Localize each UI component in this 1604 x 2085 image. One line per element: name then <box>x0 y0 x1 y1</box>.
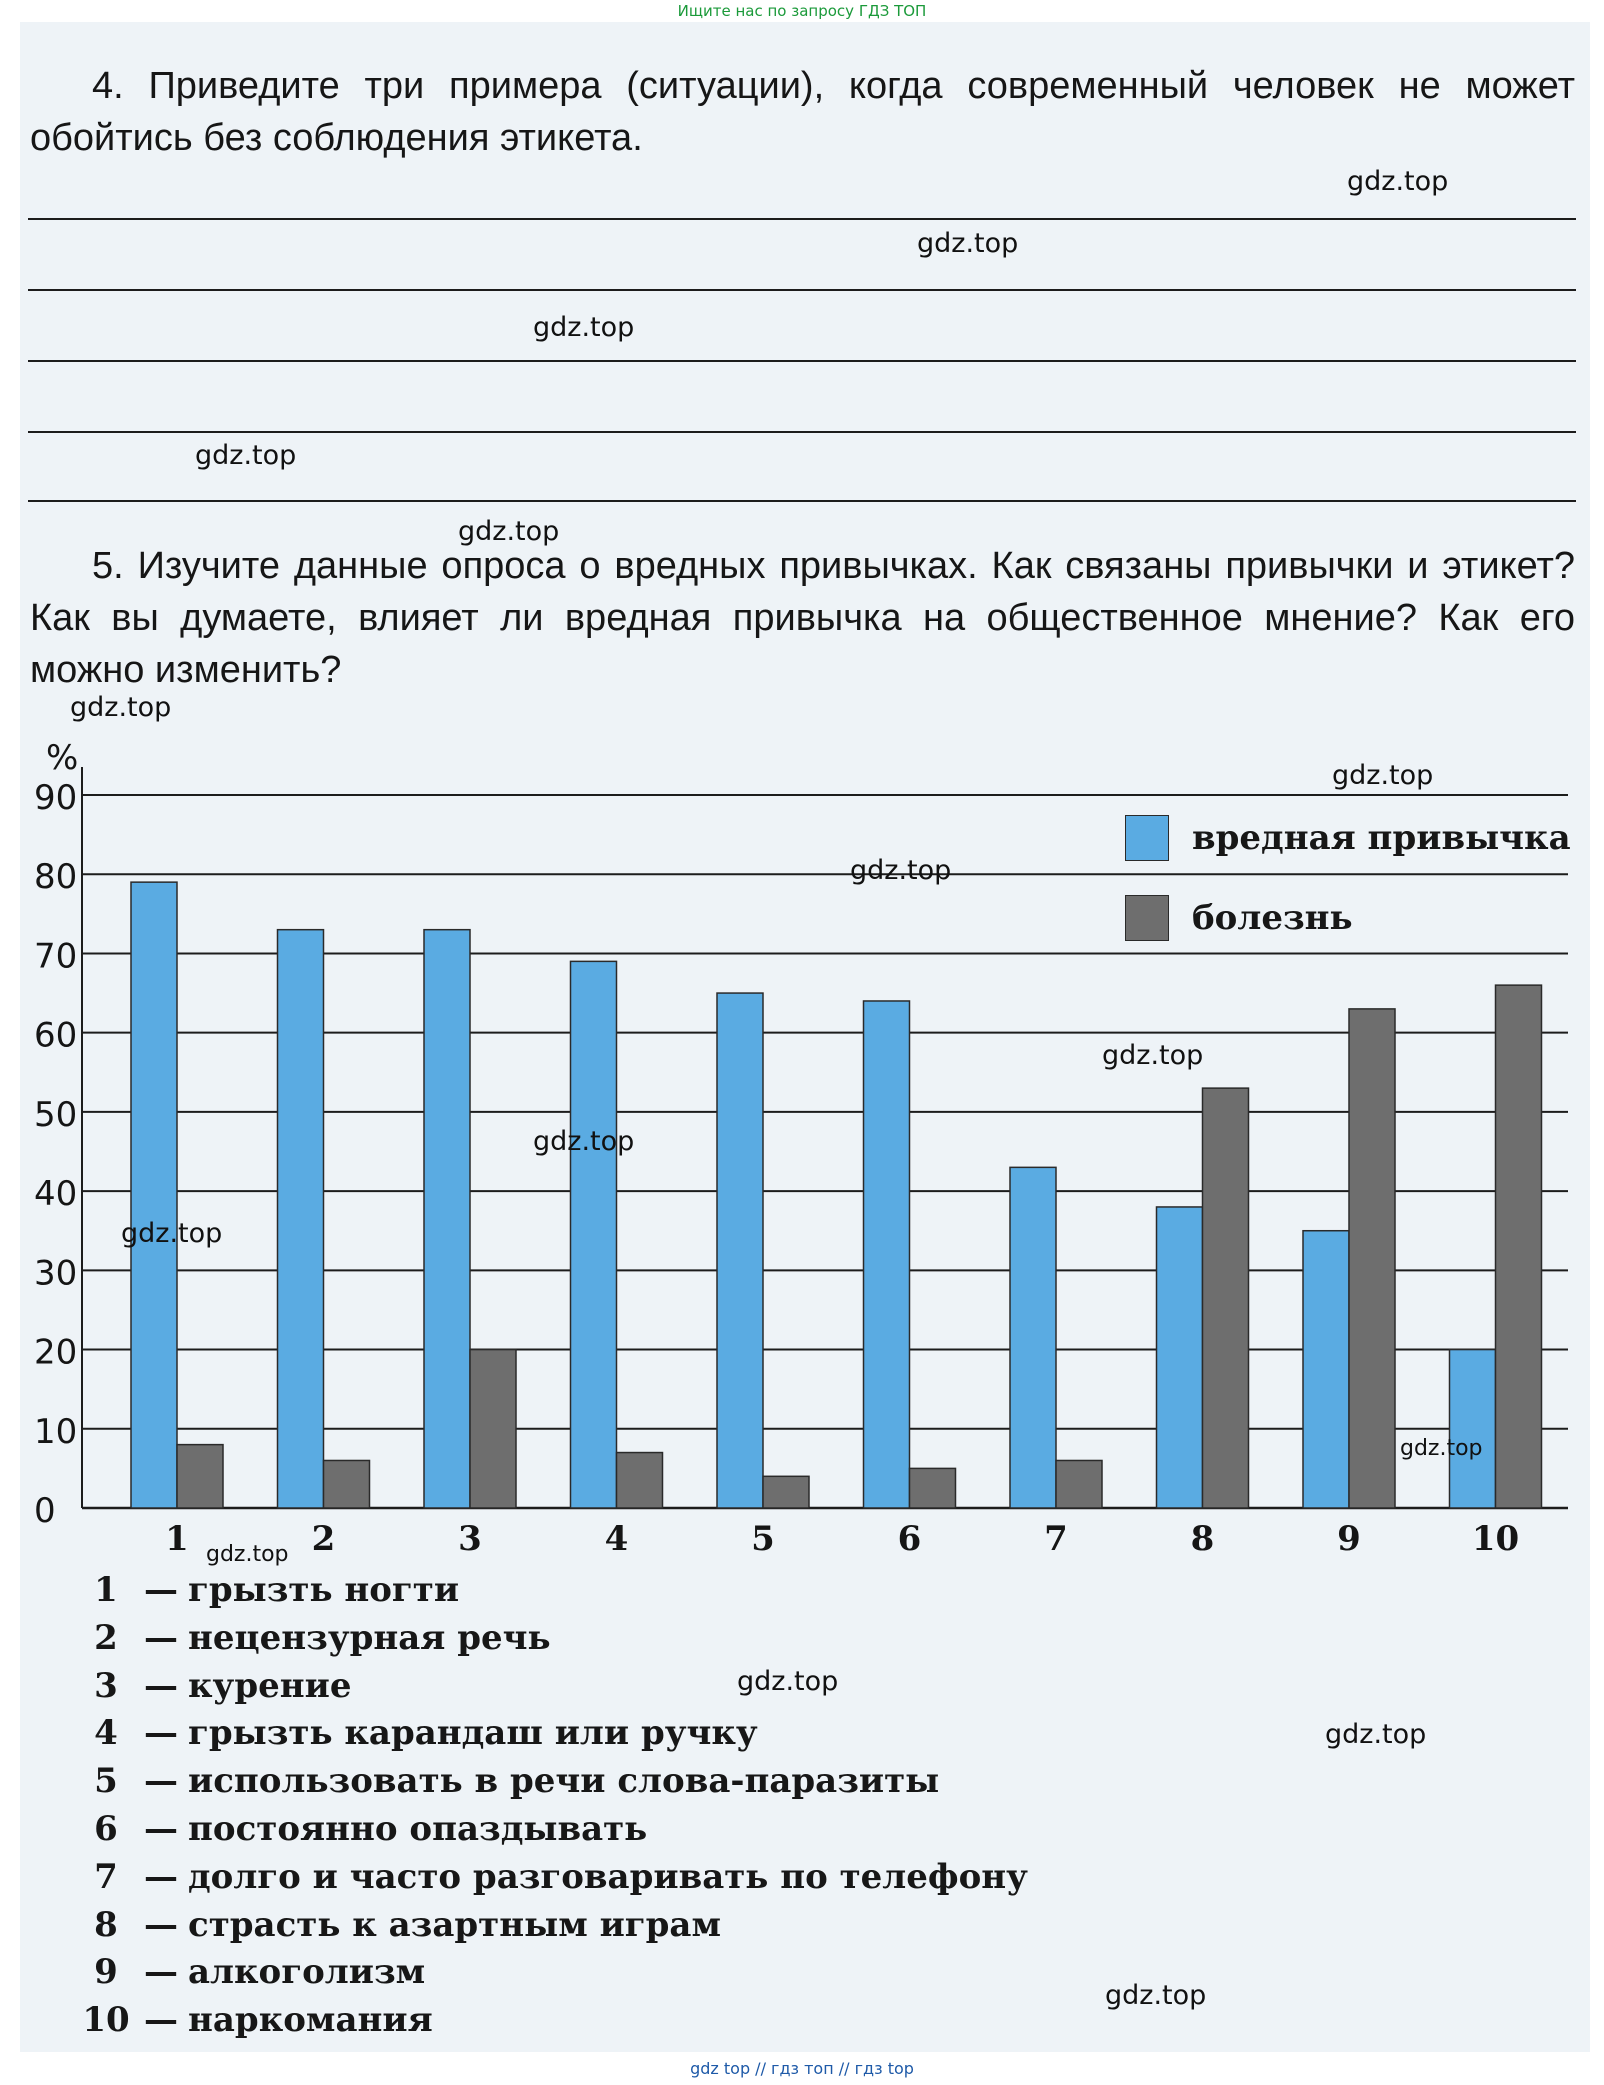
x-tick-label: 2 <box>311 1519 336 1559</box>
habits-bar-chart <box>20 22 1590 1562</box>
y-tick-label: 90 <box>34 778 78 818</box>
x-tick-label: 9 <box>1337 1519 1361 1559</box>
legend-label-illness: болезнь <box>1192 898 1353 938</box>
habit-label: постоянно опаздывать <box>188 1808 648 1849</box>
watermark: gdz.top <box>917 228 1019 259</box>
y-tick-label: 80 <box>34 857 78 898</box>
x-tick-label: 10 <box>1471 1519 1520 1559</box>
habit-number: 7 <box>94 1856 118 1897</box>
bar-illness-7 <box>1056 1460 1102 1508</box>
habit-label: алкоголизм <box>188 1952 426 1993</box>
habit-dash: — <box>144 1856 178 1897</box>
bar-illness-5 <box>763 1476 809 1508</box>
x-tick-label: 4 <box>604 1519 629 1559</box>
watermark: gdz.top <box>737 1666 839 1697</box>
habit-number: 9 <box>94 1952 118 1993</box>
bar-harmful-habit-9 <box>1303 1231 1349 1508</box>
y-tick-label: 20 <box>34 1332 78 1373</box>
bar-illness-6 <box>910 1468 956 1508</box>
habit-number: 5 <box>94 1761 118 1802</box>
habit-dash: — <box>144 1761 178 1802</box>
x-tick-label: 3 <box>458 1519 482 1559</box>
habit-number: 6 <box>94 1808 118 1849</box>
watermark: gdz.top <box>850 855 952 886</box>
y-tick-label: 10 <box>34 1411 78 1452</box>
bar-harmful-habit-7 <box>1010 1167 1056 1508</box>
habit-label: использовать в речи слова-паразиты <box>188 1761 940 1802</box>
habit-dash: — <box>144 1713 178 1754</box>
x-tick-label: 5 <box>751 1519 775 1559</box>
habit-item-3 <box>82 1663 1028 1711</box>
legend-swatch-harmful-habit <box>1125 815 1169 861</box>
bar-illness-1 <box>177 1445 223 1508</box>
habit-dash: — <box>144 1665 178 1706</box>
habit-label: страсть к азартным играм <box>188 1904 721 1945</box>
x-tick-label: 1 <box>165 1519 189 1559</box>
habit-number: 10 <box>82 2000 130 2041</box>
habit-number: 8 <box>94 1904 118 1945</box>
question-5-text: Изучите данные опроса о вредных привычках. Как связаны привычки и этикет? Как вы думаете, влияет ли вредная привычка на общественное мнение? Как его можно изменить? <box>30 545 1576 691</box>
y-axis-label: % <box>46 738 79 778</box>
y-tick-label: 60 <box>34 1015 78 1056</box>
bar-harmful-habit-3 <box>424 930 470 1508</box>
bar-harmful-habit-1 <box>131 882 177 1508</box>
bar-illness-4 <box>617 1453 663 1508</box>
y-tick-label: 0 <box>34 1491 56 1531</box>
habit-item-9 <box>82 1949 1028 1997</box>
bar-harmful-habit-8 <box>1157 1207 1203 1508</box>
watermark: gdz.top <box>533 312 635 343</box>
question-5-number: 5. <box>92 545 124 587</box>
bar-harmful-habit-10 <box>1450 1350 1496 1508</box>
habit-dash: — <box>144 1904 178 1945</box>
habit-item-4 <box>82 1710 1028 1758</box>
watermark: gdz.top <box>458 516 560 547</box>
bar-illness-2 <box>324 1460 370 1508</box>
watermark: gdz.top <box>121 1218 223 1249</box>
bar-harmful-habit-4 <box>571 961 617 1508</box>
habit-number: 4 <box>94 1713 118 1754</box>
watermark: gdz.top <box>1332 760 1434 791</box>
habit-item-6 <box>82 1806 1028 1854</box>
habit-number: 1 <box>94 1570 118 1610</box>
bar-illness-10 <box>1496 985 1542 1508</box>
habit-item-10 <box>82 1997 1028 2045</box>
habit-label: наркомания <box>188 2000 433 2041</box>
watermark: gdz.top <box>533 1126 635 1157</box>
habit-number: 2 <box>94 1617 118 1658</box>
y-tick-label: 30 <box>34 1253 78 1294</box>
question-4-number: 4. <box>92 65 124 107</box>
habit-label: грызть карандаш или ручку <box>188 1713 758 1754</box>
habit-item-8 <box>82 1902 1028 1950</box>
habit-label: курение <box>188 1665 352 1706</box>
watermark: gdz.top <box>1105 1980 1207 2011</box>
bar-harmful-habit-6 <box>864 1001 910 1508</box>
habit-item-5 <box>82 1758 1028 1806</box>
x-tick-label: 7 <box>1044 1519 1068 1559</box>
y-tick-label: 40 <box>34 1174 78 1215</box>
watermark: gdz.top <box>70 692 172 723</box>
habit-dash: — <box>144 1808 178 1849</box>
x-tick-label: 8 <box>1190 1519 1215 1559</box>
top-banner[interactable]: Ищите нас по запросу ГДЗ ТОП <box>677 2 927 20</box>
question-4-text: Приведите три примера (ситуации), когда современный человек не может обойтись без соблюдения этикета. <box>30 65 1576 159</box>
habit-dash: — <box>144 1570 178 1610</box>
textbook-page <box>20 22 1590 2052</box>
habit-label: долго и часто разговаривать по телефону <box>188 1856 1028 1897</box>
legend-swatch-illness <box>1125 895 1169 941</box>
bar-illness-8 <box>1203 1088 1249 1508</box>
watermark: gdz.top <box>1400 1436 1483 1461</box>
habit-label: нецензурная речь <box>188 1617 551 1658</box>
watermark: gdz.top <box>206 1542 289 1567</box>
habit-item-1 <box>82 1567 1028 1615</box>
habit-dash: — <box>144 1617 178 1658</box>
bar-illness-3 <box>470 1350 516 1508</box>
habits-list <box>82 1567 1028 2045</box>
legend-label-harmful-habit: вредная привычка <box>1192 818 1571 858</box>
watermark: gdz.top <box>1325 1719 1427 1750</box>
habit-item-2 <box>82 1615 1028 1663</box>
y-tick-label: 50 <box>34 1094 78 1135</box>
watermark: gdz.top <box>195 440 297 471</box>
habit-dash: — <box>144 1952 178 1993</box>
watermark: gdz.top <box>1102 1040 1204 1071</box>
habit-dash: — <box>144 2000 178 2041</box>
x-tick-label: 6 <box>897 1519 922 1559</box>
habit-number: 3 <box>94 1665 118 1706</box>
bar-harmful-habit-5 <box>717 993 763 1508</box>
y-tick-label: 70 <box>34 936 78 977</box>
habit-label: грызть ногти <box>188 1570 460 1610</box>
habit-item-7 <box>82 1854 1028 1902</box>
bar-harmful-habit-2 <box>278 930 324 1508</box>
watermark: gdz.top <box>1347 166 1449 197</box>
bar-illness-9 <box>1349 1009 1395 1508</box>
bottom-banner[interactable]: gdz top // гдз топ // гдз top <box>690 2059 914 2078</box>
